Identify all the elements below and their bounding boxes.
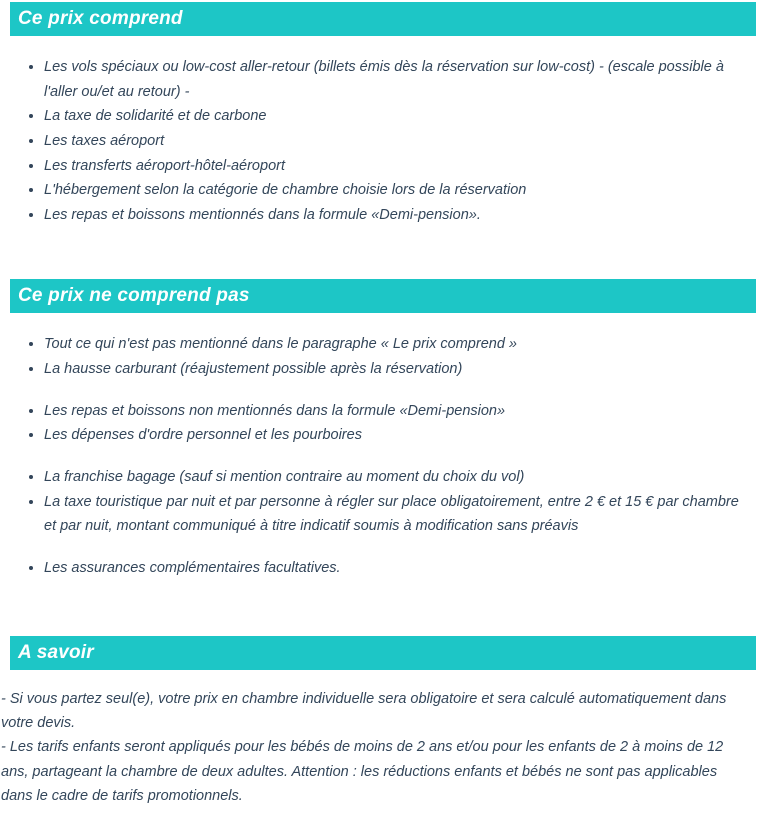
list-item-text: La taxe de solidarité et de carbone	[44, 108, 267, 125]
section-header-price-excludes	[10, 279, 756, 313]
section-price-includes	[0, 2, 758, 227]
price-excludes-item	[44, 490, 744, 539]
price-excludes-item	[44, 556, 744, 581]
section-price-excludes	[0, 279, 758, 580]
section-header-price-includes	[10, 2, 756, 36]
price-includes-item	[44, 203, 744, 228]
price-excludes-item	[44, 357, 744, 382]
price-includes-item	[44, 129, 744, 154]
list-item-text: Les dépenses d'ordre personnel et les pourboires	[44, 427, 362, 444]
price-excludes-list	[0, 332, 758, 580]
list-item-text: Les vols spéciaux ou low-cost aller-retour (billets émis dès la réservation sur low-cost) - (escale possible à l'aller ou/et au retour) -	[44, 59, 724, 100]
list-item-text: La hausse carburant (réajustement possible après la réservation)	[44, 361, 463, 378]
list-item-text: Les repas et boissons non mentionnés dans la formule «Demi-pension»	[44, 402, 506, 419]
price-excludes-item	[44, 332, 744, 357]
list-item-text: Tout ce qui n'est pas mentionné dans le paragraphe « Le prix comprend »	[44, 336, 517, 353]
price-includes-item	[44, 55, 744, 104]
section-title-notes: A savoir	[18, 641, 94, 663]
list-item-text: Les repas et boissons mentionnés dans la formule «Demi-pension».	[44, 206, 481, 223]
list-item-text: La franchise bagage (sauf si mention contraire au moment du choix du vol)	[44, 469, 525, 486]
price-includes-item	[44, 154, 744, 179]
note-paragraph: - Si vous partez seul(e), votre prix en chambre individuelle sera obligatoire et sera calculé automatiquement dans votre devis.	[1, 690, 727, 731]
list-item-text: La taxe touristique par nuit et par personne à régler sur place obligatoirement, entre 2 € et 15 € par chambre et par nuit, montant communiqué à titre indicatif soumis à modification sans préavis	[44, 493, 739, 535]
notes-paragraphs	[0, 687, 758, 828]
price-excludes-item	[44, 465, 744, 490]
price-includes-item	[44, 104, 744, 129]
list-item-text: Les transferts aéroport-hôtel-aéroport	[44, 157, 285, 174]
price-includes-list	[0, 55, 758, 227]
price-excludes-item	[44, 399, 744, 424]
list-item-text: Les assurances complémentaires facultatives.	[44, 559, 341, 576]
list-item-text: L'hébergement selon la catégorie de chambre choisie lors de la réservation	[44, 182, 527, 199]
price-excludes-item	[44, 423, 744, 448]
note-paragraph: - Les tarifs enfants seront appliqués pour les bébés de moins de 2 ans et/ou pour les enfants de 2 à moins de 12 ans, partageant la chambre de deux adultes. Attention : les réductions enfants et bébés ne sont pas applicables dans le cadre de tarifs promotionnels.	[1, 739, 724, 805]
section-title-price-includes: Ce prix comprend	[18, 8, 183, 29]
section-title-price-excludes: Ce prix ne comprend pas	[18, 285, 250, 307]
section-header-notes	[10, 636, 756, 670]
list-item-text: Les taxes aéroport	[44, 132, 165, 149]
section-notes	[0, 636, 758, 828]
price-includes-item	[44, 178, 744, 203]
